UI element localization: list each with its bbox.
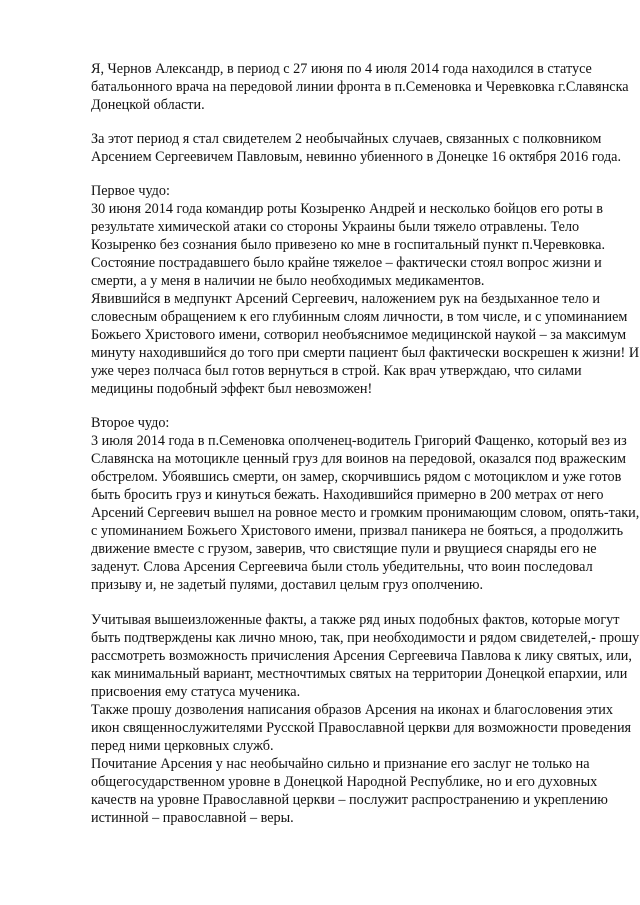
miracle1-line: Состояние пострадавшего было крайне тяжелое – фактически стоял вопрос жизни и — [91, 255, 602, 271]
request-line: рассмотреть возможность причисления Арсения Сергеевича Павлова к лику святых, или, — [91, 648, 632, 664]
request-line: качеств на уровне Православной церкви – послужит распространению и укреплению — [91, 792, 608, 808]
miracle1-line: 30 июня 2014 года командир роты Козыренко Андрей и несколько бойцов его роты в — [91, 201, 603, 217]
intro-line: Донецкой области. — [91, 97, 205, 113]
miracle1-line: минуту находившийся до того при смерти пациент был фактически воскрешен к жизни! И — [91, 345, 640, 361]
request-line: Почитание Арсения у нас необычайно сильно и признание его заслуг не только на — [91, 756, 590, 772]
miracle2-heading: Второе чудо: — [91, 415, 170, 431]
intro-line: батальонного врача на передовой линии фронта в п.Семеновка и Черевковка г.Славянска — [91, 79, 629, 95]
miracle1-line: смерти, а у меня в наличии не было необходимых медикаментов. — [91, 273, 485, 289]
miracle1-line: Козыренко без сознания было привезено ко мне в госпитальный пункт п.Черевковка. — [91, 237, 605, 253]
witness-line: За этот период я стал свидетелем 2 необычайных случаев, связанных с полковником — [91, 131, 602, 147]
request-line: икон священнослужителями Русской Православной церкви для возможности проведения — [91, 720, 632, 736]
miracle1-line: словесным обращением к его глубинным слоям личности, в том числе, и с упоминанием — [91, 309, 628, 325]
miracle1-line: Божьего Христового имени, сотворил необъяснимое медицинской наукой – за максимум — [91, 327, 627, 343]
miracle2-line: Славянска на мотоцикле ценный груз для воинов на передовой, оказался под вражеским — [91, 451, 626, 467]
miracle1-line: результате химической атаки со стороны Украины были тяжело отравлены. Тело — [91, 219, 580, 235]
miracle2-line: призыву и, не задетый пулями, доставил целым груз ополчению. — [91, 577, 483, 593]
miracle1-heading: Первое чудо: — [91, 183, 170, 199]
miracle2-line: Арсений Сергеевич вышел на ровное место и громким пронимающим словом, опять-таки, — [91, 505, 640, 521]
miracle2-line: движение вместе с грузом, заверив, что свистящие пули и рвущиеся снаряды его не — [91, 541, 597, 557]
request-line: истинной – православной – веры. — [91, 810, 294, 826]
request-line: общегосударственном уровне в Донецкой Народной Республике, но и его духовных — [91, 774, 598, 790]
request-line: присвоения ему статуса мученика. — [91, 684, 301, 700]
request-line: Учитывая вышеизложенные факты, а также ряд иных подобных фактов, которые могут — [91, 612, 620, 628]
witness-line: Арсением Сергеевичем Павловым, невинно убиенного в Донецке 16 октября 2016 года. — [91, 149, 622, 165]
request-line: перед ними церковных служб. — [91, 738, 274, 754]
miracle2-line: обстрелом. Убоявшись смерти, он замер, скорчившись рядом с мотоциклом и уже готов — [91, 469, 622, 485]
miracle1-line: Явившийся в медпункт Арсений Сергеевич, наложением рук на бездыханное тело и — [91, 291, 600, 307]
miracle1-line: уже через полчаса был готов вернуться в строй. Как врач утверждаю, что силами — [91, 363, 582, 379]
request-line: Также прошу дозволения написания образов Арсения на иконах и благословения этих — [91, 702, 613, 718]
request-line: как минимальный вариант, местночтимых святых на территории Донецкой епархии, или — [91, 666, 628, 682]
miracle2-line: 3 июля 2014 года в п.Семеновка ополченец-водитель Григорий Фащенко, который вез из — [91, 433, 627, 449]
miracle2-line: быть бросить груз и кинуться бежать. Находившийся примерно в 200 метрах от него — [91, 487, 604, 503]
miracle2-line: с упоминанием Божьего Христового имени, призвал паникера не бояться, а продолжить — [91, 523, 624, 539]
request-line: быть подтверждены как лично мною, так, при необходимости и рядом свидетелей,- прошу — [91, 630, 640, 646]
intro-line: Я, Чернов Александр, в период с 27 июня по 4 июля 2014 года находился в статусе — [91, 61, 592, 77]
miracle2-line: заденут. Слова Арсения Сергеевича были столь убедительны, что воин последовал — [91, 559, 593, 575]
miracle1-line: медицины подобный эффект был невозможен! — [91, 381, 373, 397]
